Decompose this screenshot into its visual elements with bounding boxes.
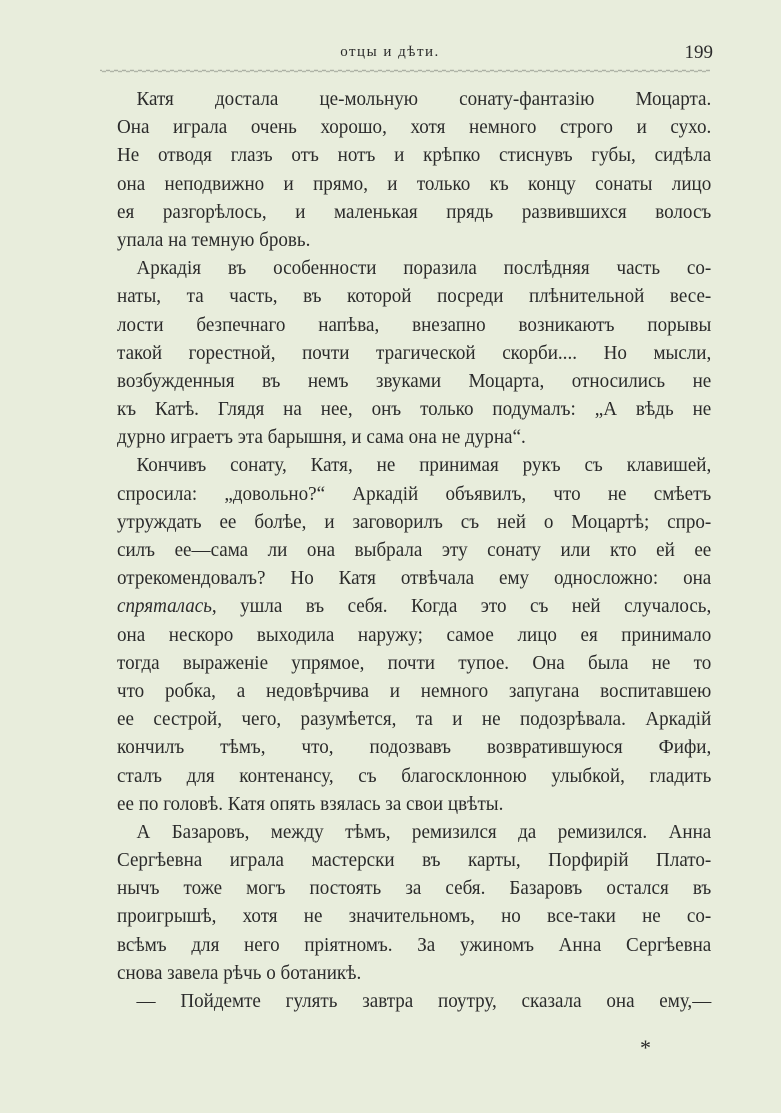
text-line: [117, 564, 711, 592]
line-text: А Базаровъ, между тѣмъ, ремизился да ремизился. Анна: [136, 820, 712, 843]
text-line: [117, 311, 711, 339]
line-text: она неподвижно и прямо, и только къ концу сонаты лицо: [117, 172, 712, 195]
text-line: [117, 170, 711, 198]
wavy-rule: [100, 68, 710, 74]
text-line: [117, 226, 711, 254]
line-text: она нескоро выходила наружу; самое лицо ея принимало: [117, 623, 712, 646]
line-text: тогда выраженіе упрямое, почти тупое. Она была не то: [117, 651, 712, 674]
page-number: 199: [684, 42, 713, 63]
page-header: [0, 42, 781, 72]
line-text: дурно играетъ эта барышня, и сама она не дурна“.: [117, 426, 526, 449]
text-line: [117, 649, 711, 677]
line-text: къ Катѣ. Глядя на нее, онъ только подумалъ: „А вѣдь не: [117, 398, 712, 421]
line-text: — Пойдемте гулять завтра поутру, сказала она ему,—: [136, 990, 712, 1012]
text-line: [117, 480, 711, 508]
line-text: наты, та часть, въ которой посреди плѣнительной весе-: [117, 285, 712, 308]
text-line: [117, 367, 711, 395]
line-text: лости безпечнаго напѣва, внезапно возникаютъ порывы: [117, 313, 712, 336]
text-line: [117, 113, 711, 141]
running-title: отцы и дѣти.: [340, 44, 440, 60]
line-text: Кончивъ сонату, Катя, не принимая рукъ съ клавишей,: [136, 454, 712, 477]
page-text: [117, 85, 711, 1015]
line-text: Не отводя глазъ отъ нотъ и крѣпко стиснувъ губы, сидѣла: [117, 144, 712, 167]
text-line: [117, 198, 711, 226]
text-line: [117, 790, 711, 818]
line-text: снова завела рѣчь о ботаникѣ.: [117, 961, 362, 984]
emphasized-word: спряталась: [117, 595, 212, 618]
line-text: что робка, а недовѣрчива и немного запугана воспитавшею: [117, 679, 712, 702]
text-line: [117, 536, 711, 564]
text-line: [117, 451, 711, 479]
line-text: кончилъ тѣмъ, что, подозвавъ возвратившуюся Фифи,: [117, 736, 712, 759]
text-line: [117, 931, 711, 959]
line-text: Катя достала це-мольную сонату-фантазію Моцарта.: [136, 88, 712, 110]
text-line: [117, 902, 711, 930]
text-line: [117, 959, 711, 987]
line-text: упала на темную бровь.: [117, 228, 311, 251]
text-line: [117, 339, 711, 367]
line-text: такой горестной, почти трагической скорби.... Но мысли,: [117, 341, 712, 364]
line-text: спросила: „довольно?“ Аркадій объявилъ, что не смѣетъ: [117, 482, 712, 505]
text-line: [117, 592, 711, 620]
line-text: нычъ тоже могъ постоять за себя. Базаровъ остался въ: [117, 877, 712, 900]
line-text: проигрышѣ, хотя не значительномъ, но все-таки не со-: [117, 905, 712, 928]
text-line: [117, 733, 711, 761]
text-line: [117, 254, 711, 282]
text-line: [117, 846, 711, 874]
line-text: сталъ для контенансу, съ благосклонною улыбкой, гладить: [117, 764, 712, 787]
line-text: Сергѣевна играла мастерски въ карты, Порфирій Плато-: [117, 849, 712, 872]
text-line: [117, 987, 711, 1015]
line-text: ее по головѣ. Катя опять взялась за свои цвѣты.: [117, 792, 504, 815]
text-line: [117, 282, 711, 310]
text-line: [117, 705, 711, 733]
line-text: , ушла въ себя. Когда это съ ней случалось,: [211, 595, 712, 618]
text-line: [117, 818, 711, 846]
text-line: [117, 141, 711, 169]
text-line: [117, 423, 711, 451]
line-text: ее сестрой, чего, разумѣется, та и не подозрѣвала. Аркадій: [117, 708, 712, 731]
line-text: Аркадія въ особенности поразила послѣдняя часть со-: [136, 257, 712, 280]
line-text: всѣмъ для него пріятномъ. За ужиномъ Анна Сергѣевна: [117, 933, 712, 956]
text-line: [117, 762, 711, 790]
line-text: возбужденныя въ немъ звуками Моцарта, относились не: [117, 369, 712, 392]
text-line: [117, 508, 711, 536]
text-line: [117, 677, 711, 705]
text-line: [117, 874, 711, 902]
line-text: утруждать ее болѣе, и заговорилъ съ ней о Моцартѣ; спро-: [117, 510, 712, 533]
line-text: Она играла очень хорошо, хотя немного строго и сухо.: [117, 116, 712, 139]
line-text: ея разгорѣлось, и маленькая прядь развившихся волосъ: [117, 200, 712, 223]
line-text: силъ ее—сама ли она выбрала эту сонату или кто ей ее: [117, 539, 712, 561]
line-text: отрекомендовалъ? Но Катя отвѣчала ему односложно: она: [117, 567, 712, 590]
text-line: [117, 621, 711, 649]
signature-mark: *: [640, 1035, 651, 1060]
text-line: [117, 85, 711, 113]
text-line: [117, 395, 711, 423]
